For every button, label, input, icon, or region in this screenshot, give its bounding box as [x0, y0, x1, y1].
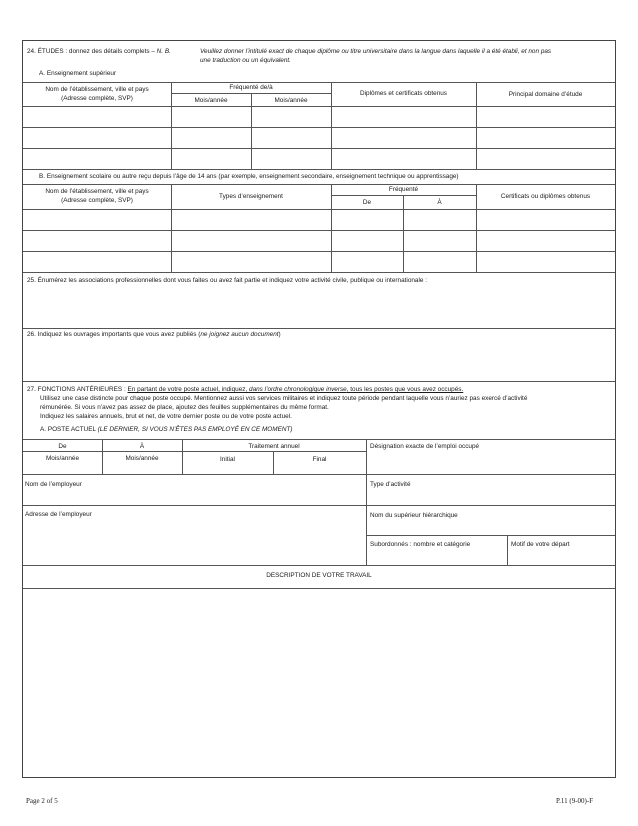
s24a-col-from: Mois/année: [194, 97, 228, 104]
s24b-col-name-line1: Nom de l’établissement, ville et pays: [45, 188, 149, 195]
s26-question: 26. Indiquez les ouvrages importants que vous avez publiés (ne joignez aucun document): [27, 331, 281, 338]
s24a-col-attended: Fréquenté de/à: [229, 84, 273, 91]
s27-supervisor-label: Nom du supérieur hiérarchique: [370, 512, 458, 519]
s24-note-line2: une traduction ou un équivalent.: [200, 57, 291, 64]
s27-col-from: De: [58, 443, 67, 450]
s27-col-to: À: [139, 443, 145, 450]
s27-subordinates-label: Subordonnés : nombre et catégorie: [370, 541, 471, 548]
application-form-page: [22, 40, 616, 778]
s27-instruction-line4: Indiquez les salaires annuels, brut et net, de votre dernier poste ou de votre poste actuel.: [40, 413, 292, 420]
s27-job-title-label: Désignation exacte de l’emploi occupé: [370, 443, 480, 450]
s24b-label: B. Enseignement scolaire ou autre reçu depuis l’âge de 14 ans (par exemple, enseignement secondaire, enseignement technique ou apprentissage): [39, 173, 459, 180]
s27-employer-address-label: Adresse de l’employeur: [25, 511, 92, 518]
s24a-label: A. Enseignement supérieur: [39, 70, 117, 77]
s24b-col-from: De: [362, 199, 372, 206]
s27-employer-label: Nom de l’employeur: [25, 481, 82, 488]
s27-col-salary-final: Final: [312, 456, 327, 463]
s27-col-salary: Traitement annuel: [248, 443, 300, 450]
s27-title: 27. FONCTIONS ANTÉRIEURES : En partant de votre poste actuel, indiquez, dans l’ordre chronologique inverse, tous les postes que vous avez occupés.: [27, 386, 464, 393]
s24a-col-name-line2: (Adresse complète, SVP): [61, 95, 133, 102]
s24b-col-attended: Fréquenté: [388, 186, 419, 193]
s24-title: 24. ÉTUDES : donnez des détails complets – N. B.: [27, 48, 171, 55]
s24b-col-type: Types d’enseignement: [219, 193, 283, 200]
s24a-col-field: Principal domaine d’étude: [508, 91, 583, 98]
s27-col-to-moyear: Mois/année: [125, 455, 159, 462]
page-number: Page 2 of 5: [26, 797, 58, 805]
s27-business-type-label: Type d’activité: [370, 481, 411, 488]
s27-description-header: DESCRIPTION DE VOTRE TRAVAIL: [266, 572, 372, 579]
s27-reason-leaving-label: Motif de votre départ: [511, 541, 570, 548]
s24a-col-degrees: Diplômes et certificats obtenus: [359, 90, 448, 97]
s25-question: 25. Énumérez les associations professionnelles dont vous faites ou avez fait partie et indiquez votre activité civile, publique ou internationale :: [27, 277, 428, 284]
s24a-col-name-line1: Nom de l’établissement, ville et pays: [45, 86, 149, 93]
s24a-col-to: Mois/année: [274, 97, 308, 104]
s27-col-salary-initial: Initial: [220, 456, 235, 463]
form-code: P.11 (9-00)-F: [556, 797, 594, 805]
s27a-label: A. POSTE ACTUEL (LE DERNIER, SI VOUS N’ÊTES PAS EMPLOYÉ EN CE MOMENT): [40, 426, 293, 433]
s24b-col-to: À: [437, 199, 442, 206]
s27-instruction-line3: rémunérée. Si vous n’avez pas assez de place, ajoutez des feuilles supplémentaires du même format.: [40, 404, 329, 411]
s24-note-line1: Veuillez donner l’intitulé exact de chaque diplôme ou titre universitaire dans la langue dans laquelle il a été établi, et non pas: [200, 48, 552, 55]
s24b-col-certificates: Certificats ou diplômes obtenus: [500, 193, 591, 200]
s24b-col-name-line2: (Adresse complète, SVP): [61, 197, 133, 204]
s27-instruction-line2: Utilisez une case distincte pour chaque poste occupé. Mentionnez aussi vos services militaires et indiquez toute période pendant laquelle vous n’auriez pas exercé d’activité: [40, 395, 528, 402]
s27-col-from-moyear: Mois/année: [45, 455, 80, 462]
